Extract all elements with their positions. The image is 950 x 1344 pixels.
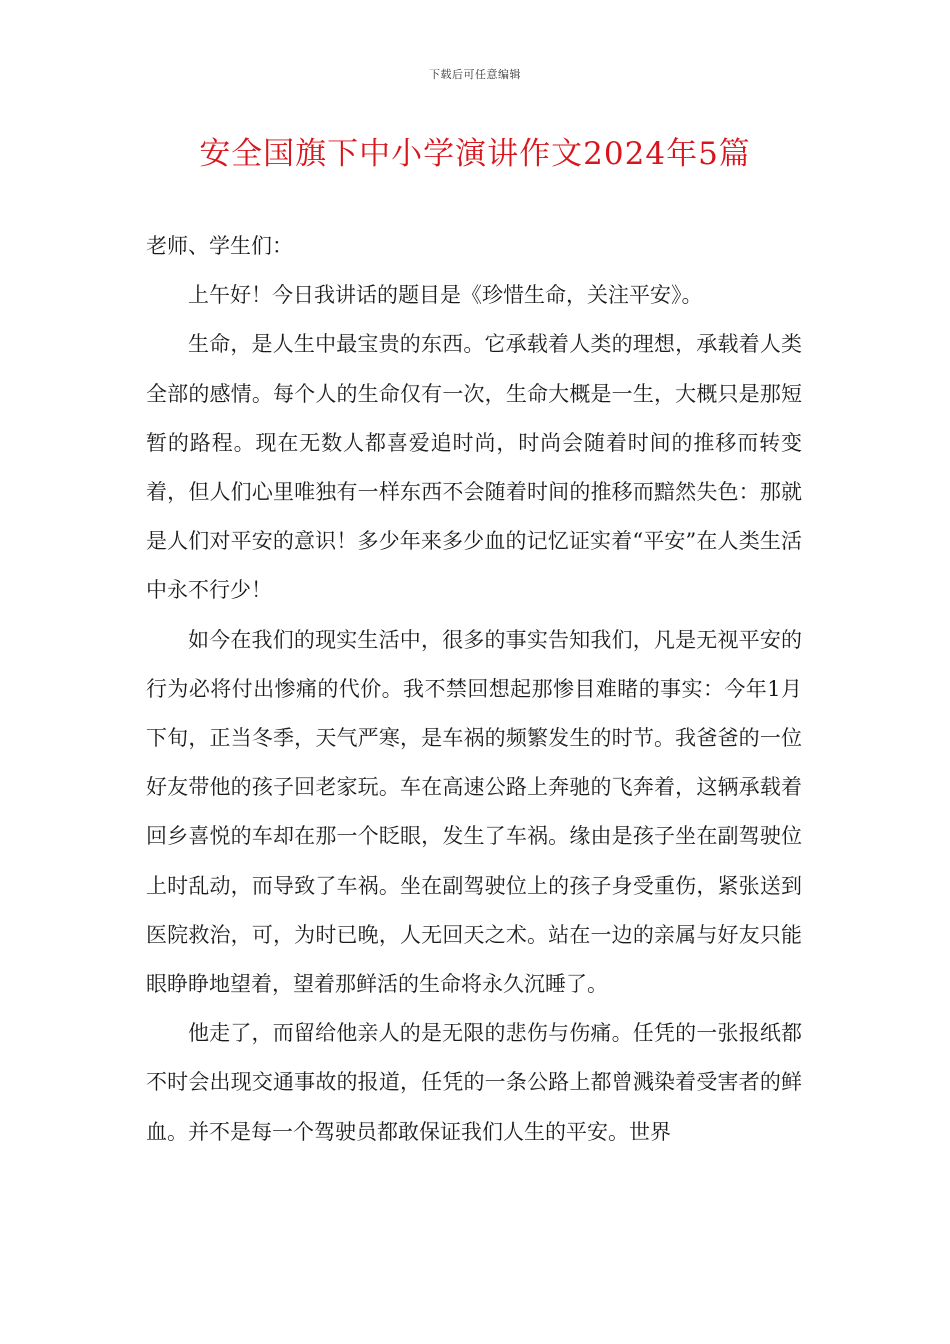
paragraph: 他走了，而留给他亲人的是无限的悲伤与伤痛。任凭的一张报纸都不时会出现交通事故的报道，任凭的一条公路上都曾溅染着受害者的鲜血。并不是每一个驾驶员都敢保证我们人生的平安。世界 (146, 1021, 802, 1144)
document-body (146, 222, 802, 1157)
document-title: 安全国旗下中小学演讲作文2024年5篇 (199, 136, 751, 172)
paragraph: 如今在我们的现实生活中，很多的事实告知我们，凡是无视平安的行为必将付出惨痛的代价。我不禁回想起那惨目难睹的事实：今年1月下旬，正当冬季，天气严寒，是车祸的频繁发生的时节。我爸爸的一位好友带他的孩子回老家玩。车在高速公路上奔驰的飞奔着，这辆承载着回乡喜悦的车却在那一个眨眼，发生了车祸。缘由是孩子坐在副驾驶位上时乱动，而导致了车祸。坐在副驾驶位上的孩子身受重伤，紧张送到医院救治，可，为时已晚，人无回天之术。站在一边的亲属与好友只能眼睁睁地望着，望着那鲜活的生命将永久沉睡了。 (146, 627, 802, 997)
paragraph: 上午好！今日我讲话的题目是《珍惜生命，关注平安》。 (188, 283, 703, 308)
greeting: 老师、学生们： (146, 234, 293, 258)
header-note: 下载后可任意编辑 (429, 68, 521, 81)
paragraph: 生命，是人生中最宝贵的东西。它承载着人类的理想，承载着人类全部的感情。每个人的生命仅有一次，生命大概是一生，大概只是那短暂的路程。现在无数人都喜爱追时尚，时尚会随着时间的推移而转变着，但人们心里唯独有一样东西不会随着时间的推移而黯然失色：那就是人们对平安的意识！多少年来多少血的记忆证实着“平安”在人类生活中永不行少！ (146, 332, 802, 603)
